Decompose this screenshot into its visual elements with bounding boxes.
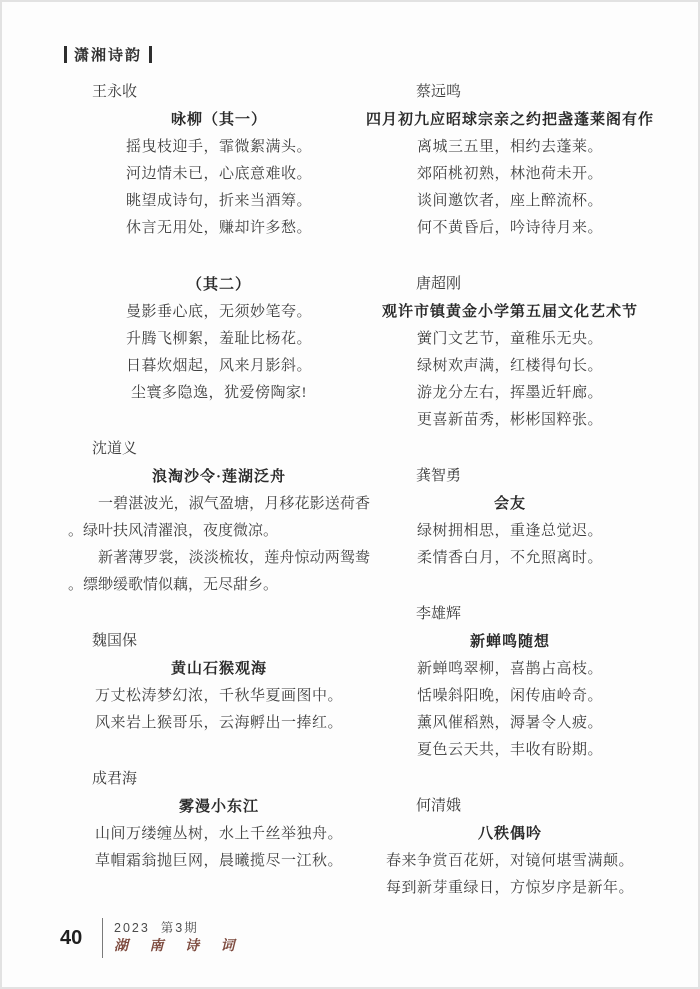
- poem-line: 谈间邀饮者，座上醉流杯。: [416, 193, 603, 209]
- poem-line: 山间万缕缠丛树，水上千丝举独舟。: [94, 826, 343, 842]
- poem-line: 黉门文艺节，童稚乐无央。: [416, 331, 603, 347]
- poem-line: 夏色云天共，丰收有盼期。: [416, 742, 603, 758]
- poem-section: [68, 437, 370, 599]
- poem-title: 观许市镇黄金小学第五届文化艺术节: [381, 304, 638, 320]
- column-header-title: 潇湘诗韵: [74, 47, 143, 64]
- poem-line: 眺望成诗句，折来当酒筹。: [125, 193, 312, 209]
- poem-line: 离城三五里，相约去蓬莱。: [416, 139, 603, 155]
- poem-line: 新蝉鸣翠柳，喜鹊占高枝。: [416, 661, 603, 677]
- poem-line: 尘寰多隐逸，犹爱傍陶家!: [131, 385, 307, 401]
- poem-title: 四月初九应昭球宗亲之约把盏蓬莱阁有作: [365, 112, 654, 128]
- poem: [364, 821, 656, 902]
- poem-section: [364, 80, 656, 242]
- poem-section: [68, 80, 370, 407]
- poem: [68, 464, 370, 599]
- poem: [364, 107, 656, 242]
- poem-author: 何清娥: [416, 797, 462, 814]
- poem-line: 郊陌桃初熟，林池荷未开。: [416, 166, 603, 182]
- poem-section: [364, 464, 656, 572]
- poem-section: [364, 272, 656, 434]
- header-vertical-bar-icon: [64, 46, 67, 63]
- right-column: [364, 80, 656, 902]
- poem-title: 雾漫小东江: [178, 799, 259, 815]
- poem: [68, 272, 370, 407]
- poem-line: 恬噪斜阳晚，闲传庙岭奇。: [416, 688, 603, 704]
- poem-author: 李雄辉: [416, 605, 462, 622]
- poem-title: 八秩偶吟: [477, 826, 542, 842]
- header-vertical-bar-icon: [149, 46, 152, 63]
- poem-section: [68, 629, 370, 737]
- poem-title: 浪淘沙令·莲湖泛舟: [151, 469, 286, 485]
- poem-title: 咏柳（其一）: [170, 112, 267, 128]
- issue-label: 2023 第3期: [114, 921, 199, 935]
- journal-name: 湖 南 诗 词: [114, 939, 244, 954]
- page-header: [64, 44, 152, 65]
- poem-title: （其二）: [186, 277, 251, 293]
- poem-line: 升腾飞柳絮，羞耻比杨花。: [125, 331, 312, 347]
- poem-author: 魏国保: [92, 632, 138, 649]
- poem-author: 成君海: [92, 770, 138, 787]
- poem-section: [364, 794, 656, 902]
- poem: [364, 491, 656, 572]
- poem-line: 摇曳枝迎手，霏微絮满头。: [125, 139, 312, 155]
- poem-line: 日暮炊烟起，风来月影斜。: [125, 358, 312, 374]
- poem-line: 万丈松涛梦幻浓，千秋华夏画图中。: [94, 688, 343, 704]
- poem: [68, 107, 370, 242]
- poem-section: [364, 602, 656, 764]
- poem-line: 绿树欢声满，红楼得句长。: [416, 358, 603, 374]
- poem-line: 柔情香白月，不允照离时。: [416, 550, 603, 566]
- issue-info: [114, 920, 244, 956]
- poem-line: 更喜新苗秀，彬彬国粹张。: [416, 412, 603, 428]
- page-number: 40: [60, 926, 83, 949]
- poem: [364, 299, 656, 434]
- poem-title: 黄山石猴观海: [170, 661, 267, 677]
- poem-title: 会友: [493, 496, 526, 512]
- poem-line: 游龙分左右，挥墨近轩廊。: [416, 385, 603, 401]
- poem-prose-line: 新著薄罗裳，淡淡梳妆，莲舟惊动两鸳鸯。缥缈缓歌情似藕，无尽甜乡。: [68, 550, 370, 593]
- poem-line: 每到新芽重绿日，方惊岁序是新年。: [385, 880, 634, 896]
- poem-prose-line: 一碧湛波光，淑气盈塘，月移花影送荷香。绿叶扶风清濯浪，夜度微凉。: [68, 496, 370, 539]
- page-footer: [60, 918, 244, 958]
- poem-author: 唐超刚: [416, 275, 462, 292]
- left-column: [68, 80, 370, 875]
- poem: [68, 794, 370, 875]
- poem-line: 风来岩上猴哥乐，云海孵出一捧红。: [94, 715, 343, 731]
- poem-line: 薰风催稻熟，溽暑令人疲。: [416, 715, 603, 731]
- poem-line: 春来争赏百花妍，对镜何堪雪满颠。: [385, 853, 634, 869]
- poem-line: 绿树拥相思，重逢总觉迟。: [416, 523, 603, 539]
- poem-title: 新蝉鸣随想: [469, 634, 550, 650]
- poem-author: 龚智勇: [416, 467, 462, 484]
- poem: [68, 656, 370, 737]
- poem-line: 何不黄昏后，吟诗待月来。: [416, 220, 603, 236]
- poem-line: 草帽霜翁抛巨网，晨曦揽尽一江秋。: [94, 853, 343, 869]
- poem-author: 王永收: [92, 83, 138, 100]
- poem-line: 休言无用处，赚却许多愁。: [125, 220, 312, 236]
- poem-author: 蔡远鸣: [416, 83, 462, 100]
- poem: [364, 629, 656, 764]
- poem-line: 曼影垂心底，无须妙笔夸。: [125, 304, 312, 320]
- poem-line: 河边情未已，心底意难收。: [125, 166, 312, 182]
- poem-author: 沈道义: [92, 440, 138, 457]
- footer-divider: [102, 918, 103, 958]
- poem-section: [68, 767, 370, 875]
